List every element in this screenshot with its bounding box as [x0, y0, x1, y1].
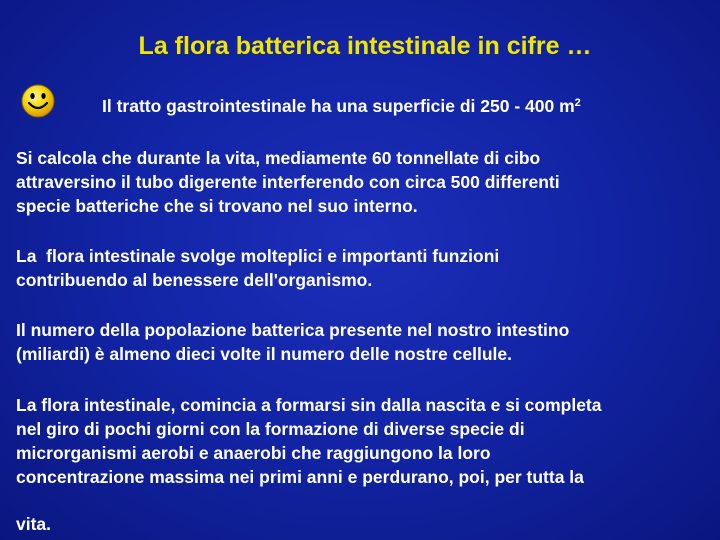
paragraph-line: La flora intestinale svolge molteplici e importanti funzioni [16, 246, 500, 266]
superscript-exponent: 2 [574, 97, 581, 109]
paragraph-line: La flora intestinale, comincia a formarsi sin dalla nascita e si completa [16, 395, 602, 415]
surface-statement-text: Il tratto gastrointestinale ha una superficie di 250 - 400 m [102, 96, 575, 116]
paragraph-line-last: vita. [16, 514, 52, 534]
paragraph-line: contribuendo al benessere dell'organismo. [16, 270, 373, 290]
paragraph-line: concentrazione massima nei primi anni e perdurano, poi, per tutta la [16, 467, 584, 487]
paragraph-population [16, 318, 716, 366]
paragraph-line: (miliardi) è almeno dieci volte il numero delle nostre cellule. [16, 344, 512, 364]
paragraph-line: Il numero della popolazione batterica presente nel nostro intestino [16, 320, 570, 340]
paragraph-line: nel giro di pochi giorni con la formazione di diverse specie di [16, 419, 525, 439]
paragraph-food-bacteria [16, 146, 716, 218]
paragraph-line: microrganismi aerobi e anaerobi che raggiungono la loro [16, 443, 491, 463]
paragraph-line: attraversino il tubo digerente interferendo con circa 500 differenti [16, 172, 560, 192]
paragraph-line: specie batteriche che si trovano nel suo interno. [16, 196, 418, 216]
paragraph-functions [16, 244, 716, 292]
slide-title: La flora batterica intestinale in cifre … [138, 32, 592, 60]
smiley-face-icon [20, 83, 56, 119]
paragraph-formation [16, 393, 716, 489]
paragraph-line: Si calcola che durante la vita, mediamente 60 tonnellate di cibo [16, 148, 541, 168]
surface-statement [102, 95, 581, 117]
